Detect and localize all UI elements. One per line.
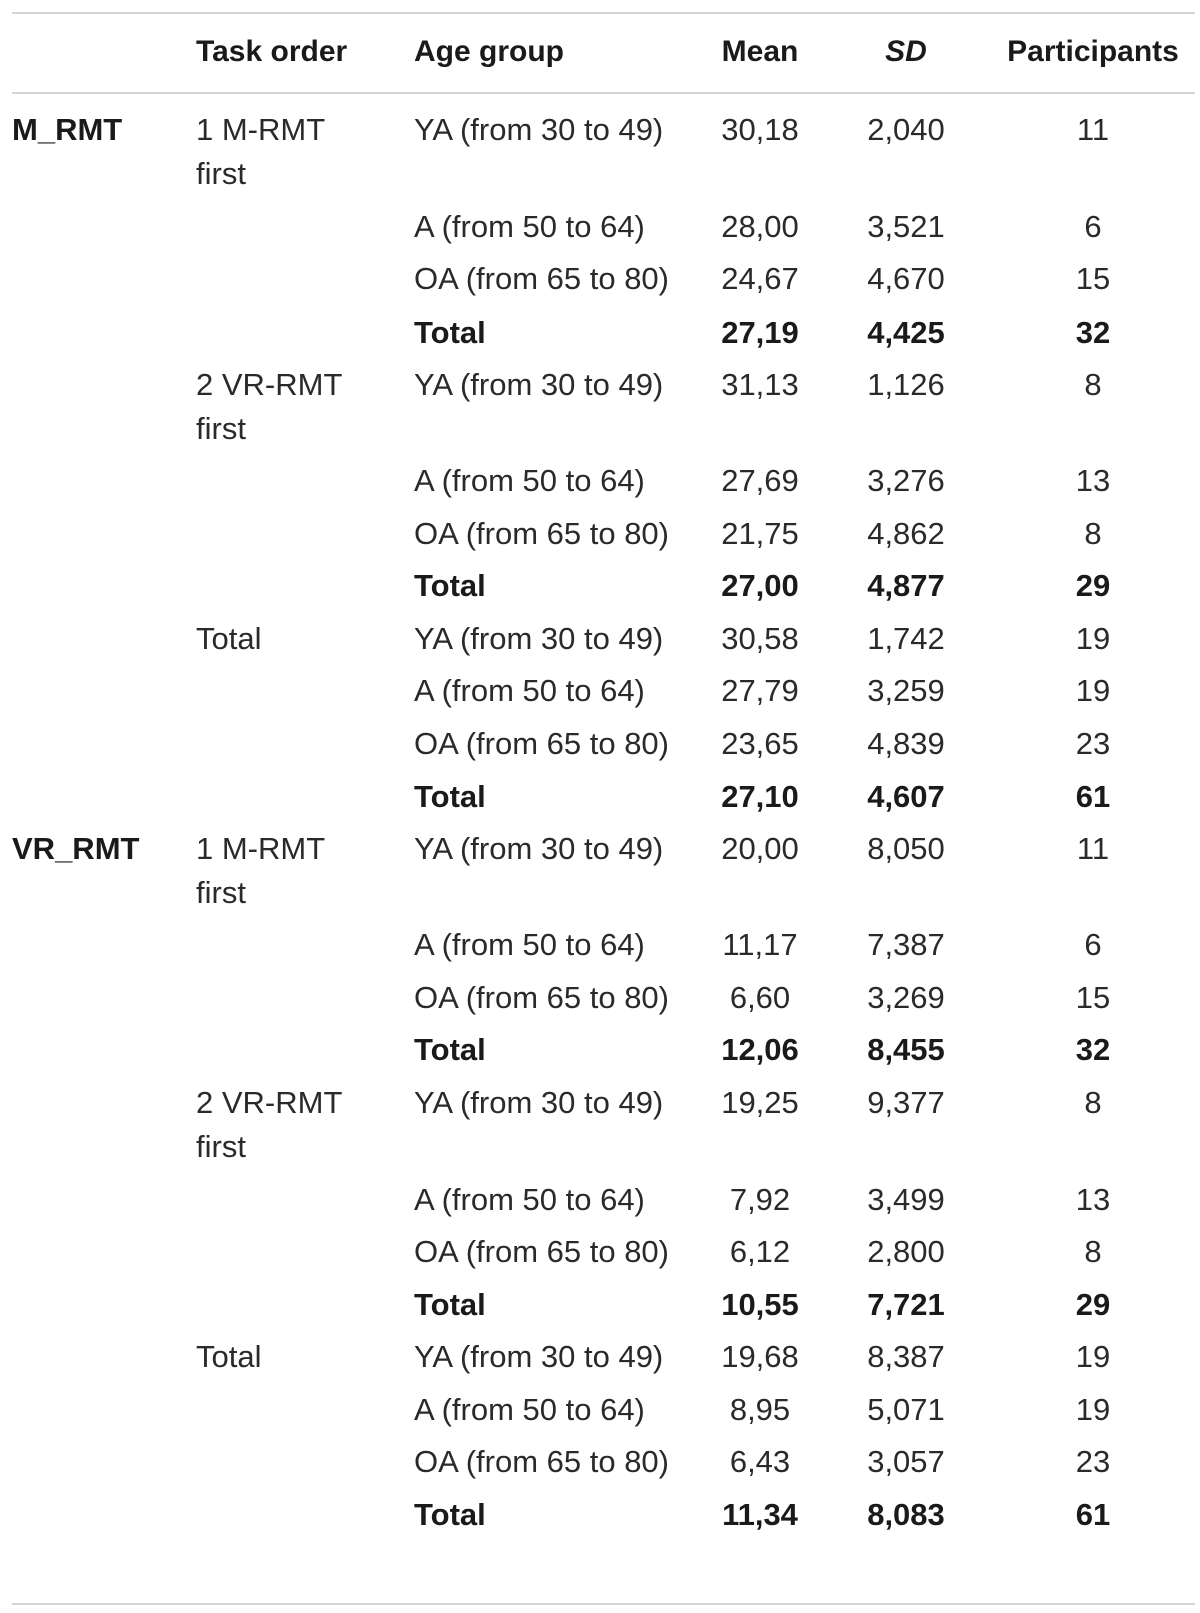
mean-cell: 24,67 xyxy=(721,261,799,296)
participants-cell: 32 xyxy=(1075,315,1111,350)
age-group-cell: YA (from 30 to 49) xyxy=(414,1339,664,1374)
age-group-cell: YA (from 30 to 49) xyxy=(414,367,664,402)
task-order-label: 2 VR-RMT xyxy=(196,1085,343,1120)
participants-cell: 61 xyxy=(1075,779,1111,814)
sd-cell: 9,377 xyxy=(867,1085,945,1120)
header-mean: Mean xyxy=(721,35,799,68)
mean-cell: 7,92 xyxy=(729,1182,791,1217)
participants-cell: 6 xyxy=(1084,209,1102,244)
mean-cell: 19,25 xyxy=(721,1085,799,1120)
task-order-label-line2: first xyxy=(196,156,246,191)
age-group-cell: OA (from 65 to 80) xyxy=(414,1234,669,1269)
sd-cell: 4,425 xyxy=(867,315,945,350)
mean-cell: 11,17 xyxy=(722,927,798,962)
age-group-cell: YA (from 30 to 49) xyxy=(414,112,664,147)
mean-cell: 31,13 xyxy=(721,367,799,402)
participants-cell: 61 xyxy=(1075,1497,1111,1532)
age-group-cell: YA (from 30 to 49) xyxy=(414,831,664,866)
mean-cell: 12,06 xyxy=(721,1032,799,1067)
participants-cell: 15 xyxy=(1075,261,1111,296)
participants-cell: 23 xyxy=(1075,726,1111,761)
task-order-label-line2: first xyxy=(196,411,246,446)
mean-cell: 30,58 xyxy=(721,621,799,656)
mean-cell: 27,69 xyxy=(721,463,799,498)
sd-cell: 7,387 xyxy=(867,927,945,962)
sd-cell: 4,862 xyxy=(867,516,945,551)
mean-cell: 30,18 xyxy=(721,112,799,147)
task-order-label: 1 M-RMT xyxy=(196,831,326,866)
task-order-label: 1 M-RMT xyxy=(196,112,326,147)
participants-cell: 19 xyxy=(1075,1339,1111,1374)
sd-cell: 3,276 xyxy=(867,463,945,498)
mean-cell: 10,55 xyxy=(721,1287,799,1322)
participants-cell: 11 xyxy=(1076,831,1110,866)
sd-cell: 1,126 xyxy=(867,367,945,402)
age-group-cell: Total xyxy=(414,1287,486,1322)
sd-cell: 3,057 xyxy=(867,1444,945,1479)
sd-cell: 2,040 xyxy=(867,112,945,147)
participants-cell: 8 xyxy=(1084,516,1102,551)
age-group-cell: Total xyxy=(414,1497,486,1532)
table-bottom-rule xyxy=(12,1603,1195,1605)
sd-cell: 4,670 xyxy=(867,261,945,296)
sd-cell: 3,259 xyxy=(867,673,945,708)
task-order-label: 2 VR-RMT xyxy=(196,367,343,402)
participants-cell: 29 xyxy=(1075,568,1111,603)
mean-cell: 6,12 xyxy=(729,1234,791,1269)
mean-cell: 11,34 xyxy=(722,1497,798,1532)
participants-cell: 32 xyxy=(1075,1032,1111,1067)
sd-cell: 2,800 xyxy=(867,1234,945,1269)
sd-cell: 8,455 xyxy=(867,1032,945,1067)
participants-cell: 19 xyxy=(1075,621,1111,656)
mean-cell: 6,60 xyxy=(729,980,791,1015)
mean-cell: 21,75 xyxy=(721,516,799,551)
participants-cell: 11 xyxy=(1076,112,1110,147)
participants-cell: 6 xyxy=(1084,927,1102,962)
age-group-cell: A (from 50 to 64) xyxy=(414,463,645,498)
participants-cell: 15 xyxy=(1075,980,1111,1015)
header-participants: Participants xyxy=(1007,35,1179,68)
task-order-label: Total xyxy=(196,621,262,656)
mean-cell: 27,79 xyxy=(721,673,799,708)
sd-cell: 3,269 xyxy=(867,980,945,1015)
sd-cell: 1,742 xyxy=(867,621,945,656)
age-group-cell: A (from 50 to 64) xyxy=(414,927,645,962)
age-group-cell: Total xyxy=(414,315,486,350)
sd-cell: 8,050 xyxy=(867,831,945,866)
age-group-cell: YA (from 30 to 49) xyxy=(414,621,664,656)
mean-cell: 27,00 xyxy=(721,568,799,603)
age-group-cell: OA (from 65 to 80) xyxy=(414,980,669,1015)
participants-cell: 8 xyxy=(1084,367,1102,402)
mean-cell: 19,68 xyxy=(721,1339,799,1374)
participants-cell: 13 xyxy=(1075,1182,1111,1217)
age-group-cell: Total xyxy=(414,779,486,814)
mean-cell: 6,43 xyxy=(729,1444,791,1479)
participants-cell: 13 xyxy=(1075,463,1111,498)
mean-cell: 27,19 xyxy=(721,315,799,350)
participants-cell: 19 xyxy=(1075,1392,1111,1427)
mean-cell: 20,00 xyxy=(721,831,799,866)
participants-cell: 19 xyxy=(1075,673,1111,708)
participants-cell: 8 xyxy=(1084,1085,1102,1120)
sd-cell: 4,877 xyxy=(867,568,945,603)
age-group-cell: Total xyxy=(414,1032,486,1067)
sd-cell: 3,499 xyxy=(867,1182,945,1217)
header-sd: SD xyxy=(885,35,927,68)
header-age-group: Age group xyxy=(414,35,564,68)
sd-cell: 5,071 xyxy=(867,1392,945,1427)
measure-label: VR_RMT xyxy=(12,831,140,866)
age-group-cell: OA (from 65 to 80) xyxy=(414,1444,669,1479)
sd-cell: 8,387 xyxy=(867,1339,945,1374)
sd-cell: 3,521 xyxy=(867,209,945,244)
age-group-cell: A (from 50 to 64) xyxy=(414,209,645,244)
age-group-cell: OA (from 65 to 80) xyxy=(414,726,669,761)
task-order-label: Total xyxy=(196,1339,262,1374)
age-group-cell: A (from 50 to 64) xyxy=(414,673,645,708)
sd-cell: 4,839 xyxy=(867,726,945,761)
participants-cell: 8 xyxy=(1084,1234,1102,1269)
age-group-cell: Total xyxy=(414,568,486,603)
measure-label: M_RMT xyxy=(12,112,123,147)
age-group-cell: A (from 50 to 64) xyxy=(414,1182,645,1217)
sd-cell: 4,607 xyxy=(867,779,945,814)
sd-cell: 8,083 xyxy=(867,1497,945,1532)
mean-cell: 27,10 xyxy=(721,779,799,814)
header-rule xyxy=(12,92,1195,94)
header-task-order: Task order xyxy=(196,35,348,68)
task-order-label-line2: first xyxy=(196,1129,246,1164)
age-group-cell: OA (from 65 to 80) xyxy=(414,516,669,551)
mean-cell: 8,95 xyxy=(729,1392,791,1427)
mean-cell: 28,00 xyxy=(721,209,799,244)
age-group-cell: A (from 50 to 64) xyxy=(414,1392,645,1427)
age-group-cell: YA (from 30 to 49) xyxy=(414,1085,664,1120)
participants-cell: 23 xyxy=(1075,1444,1111,1479)
table-top-rule xyxy=(12,12,1195,14)
participants-cell: 29 xyxy=(1075,1287,1111,1322)
mean-cell: 23,65 xyxy=(721,726,799,761)
age-group-cell: OA (from 65 to 80) xyxy=(414,261,669,296)
sd-cell: 7,721 xyxy=(867,1287,945,1322)
task-order-label-line2: first xyxy=(196,875,246,910)
